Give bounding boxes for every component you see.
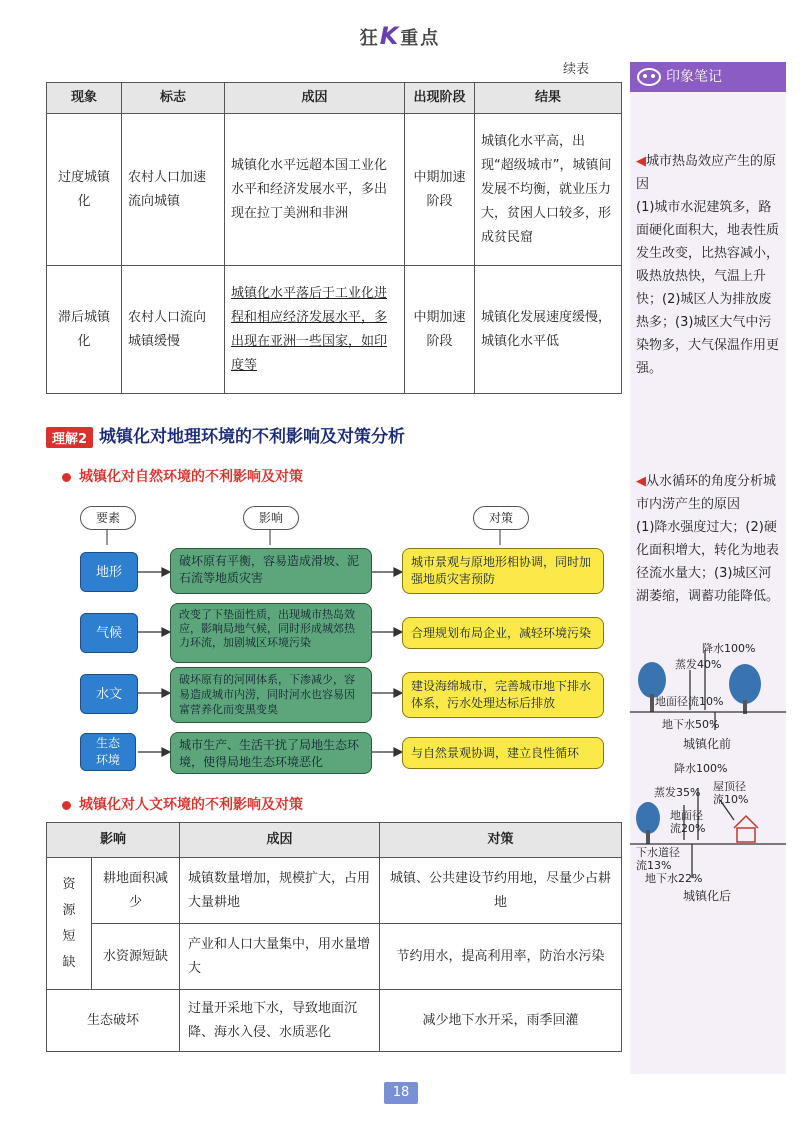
after-surface: 地面径流20% (670, 809, 706, 835)
before-caption: 城镇化前 (683, 737, 732, 751)
cell-impact: 水资源短缺 (92, 924, 180, 990)
cell-impact: 耕地面积减少 (92, 858, 180, 924)
impact-hydrology: 破坏原有的河网体系，下渗减少，容易造成城市内涝，同时河水也容易因富营养化而变黑变臭 (170, 667, 372, 723)
tree-icon (636, 802, 660, 844)
cell-cause: 过量开采地下水，导致地面沉降、海水入侵、水质恶化 (180, 990, 380, 1052)
before-evap: 蒸发40% (675, 658, 722, 671)
bullet-icon (62, 801, 71, 810)
table-row (47, 924, 622, 990)
cell-measure: 减少地下水开采，雨季回灌 (380, 990, 622, 1052)
measure-hydrology: 建设海绵城市，完善城市地下排水体系，污水处理达标后排放 (402, 672, 604, 718)
after-evap: 蒸发35% (654, 786, 701, 799)
cell-measure: 城镇、公共建设节约用地，尽量少占耕地 (380, 858, 622, 924)
sidebar-title: 印象笔记 (630, 62, 786, 92)
cell-phenomenon: 过度城镇化 (47, 114, 122, 266)
element-terrain: 地形 (80, 552, 138, 592)
cell-cause: 产业和人口大量集中，用水量增大 (180, 924, 380, 990)
notebook-icon (636, 66, 662, 88)
after-roof: 屋顶径流10% (713, 780, 749, 806)
before-ground: 地下水50% (662, 718, 720, 731)
impact-terrain: 破坏原有平衡，容易造成滑坡、泥石流等地质灾害 (170, 548, 372, 594)
header-title-k: K (379, 22, 401, 50)
subheading-text: 城镇化对人文环境的不利影响及对策 (79, 797, 303, 813)
table-row (47, 990, 622, 1052)
element-ecology: 生态环境 (80, 733, 136, 771)
cell-cause: 城镇化水平远超本国工业化水平和经济发展水平，多出现在拉丁美洲和非洲 (225, 114, 405, 266)
element-hydrology: 水文 (80, 674, 138, 714)
note-heat-island (636, 150, 782, 380)
caret-left-icon: ◀ (636, 474, 646, 489)
note-body: (1)降水强度过大；(2)硬化面积增大，转化为地表径流水量大；(3)城区河湖萎缩，调蓄功能降低。 (636, 520, 780, 604)
tree-icon (729, 664, 761, 714)
element-climate: 气候 (80, 613, 138, 653)
table-header-cell: 对策 (380, 823, 622, 858)
subheading-text: 城镇化对自然环境的不利影响及对策 (79, 469, 303, 485)
note-waterlogging (636, 470, 782, 608)
cell-impact: 生态破坏 (47, 990, 180, 1052)
cell-stage: 中期加速阶段 (405, 266, 475, 394)
table-header-cell: 影响 (47, 823, 180, 858)
note-title: 城市热岛效应产生的原因 (636, 154, 777, 192)
cell-result: 城镇化发展速度缓慢，城镇化水平低 (475, 266, 622, 394)
column-label-element: 要素 (80, 506, 136, 530)
after-ground: 地下水22% (645, 872, 703, 885)
cell-measure: 节约用水，提高利用率，防治水污染 (380, 924, 622, 990)
continued-label: 续表 (563, 62, 590, 77)
page-number: 18 (384, 1082, 418, 1104)
after-caption: 城镇化后 (683, 889, 732, 903)
after-sewer: 下水道径流13% (636, 846, 680, 872)
cell-stage: 中期加速阶段 (405, 114, 475, 266)
header-title-pre: 狂 (359, 28, 380, 49)
house-icon (734, 816, 758, 842)
human-impact-table (46, 822, 622, 1052)
measure-climate: 合理规划布局企业，减轻环境污染 (402, 617, 604, 649)
measure-ecology: 与自然景观协调，建立良性循环 (402, 737, 604, 769)
subheading-human (62, 794, 303, 814)
caret-left-icon: ◀ (636, 154, 646, 169)
table-header-cell: 成因 (180, 823, 380, 858)
cell-cause: 城镇数量增加，规模扩大，占用大量耕地 (180, 858, 380, 924)
cell-phenomenon: 滞后城镇化 (47, 266, 122, 394)
impact-climate: 改变了下垫面性质，出现城市热岛效应，影响局地气候，同时形成城郊热力环流，加剧城区环境污染 (170, 603, 372, 663)
note-body: (1)城市水泥建筑多，路面硬化面积大，地表性质发生改变，比热容减小，吸热放热快，气温上升快；(2)城区人为排放废热多；(3)城区大气中污染物多，大气保温作用更强。 (636, 200, 780, 376)
table-header-cell: 成因 (225, 83, 405, 114)
before-surface: 地面径流10% (655, 695, 724, 708)
column-label-measure: 对策 (473, 506, 529, 530)
after-precip: 降水100% (674, 762, 728, 775)
group-label: 资源短缺 (47, 858, 92, 990)
cell-result: 城镇化水平高，出现“超级城市”，城镇间发展不均衡，就业压力大，贫困人口较多，形成贫民窟 (475, 114, 622, 266)
section-tag: 理解2 (46, 427, 93, 448)
before-precip: 降水100% (702, 642, 756, 655)
header-title-post: 重点 (400, 28, 441, 49)
table-header-row (47, 823, 622, 858)
cell-sign: 农村人口流向城镇缓慢 (122, 266, 225, 394)
cell-cause: 城镇化水平落后于工业化进程和相应经济发展水平，多出现在亚洲一些国家，如印度等 (225, 266, 405, 394)
measure-terrain: 城市景观与原地形相协调，同时加强地质灾害预防 (402, 548, 604, 594)
cell-sign: 农村人口加速流向城镇 (122, 114, 225, 266)
table-row (47, 858, 622, 924)
note-title: 从水循环的角度分析城市内涝产生的原因 (636, 474, 777, 512)
section-title: 城镇化对地理环境的不利影响及对策分析 (99, 427, 406, 447)
table-header-cell: 现象 (47, 83, 122, 114)
table-header-cell: 结果 (475, 83, 622, 114)
column-label-impact: 影响 (243, 506, 299, 530)
impact-ecology: 城市生产、生活干扰了局地生态环境，使得局地生态环境恶化 (170, 732, 372, 774)
table-header-cell: 出现阶段 (405, 83, 475, 114)
table-header-cell: 标志 (122, 83, 225, 114)
